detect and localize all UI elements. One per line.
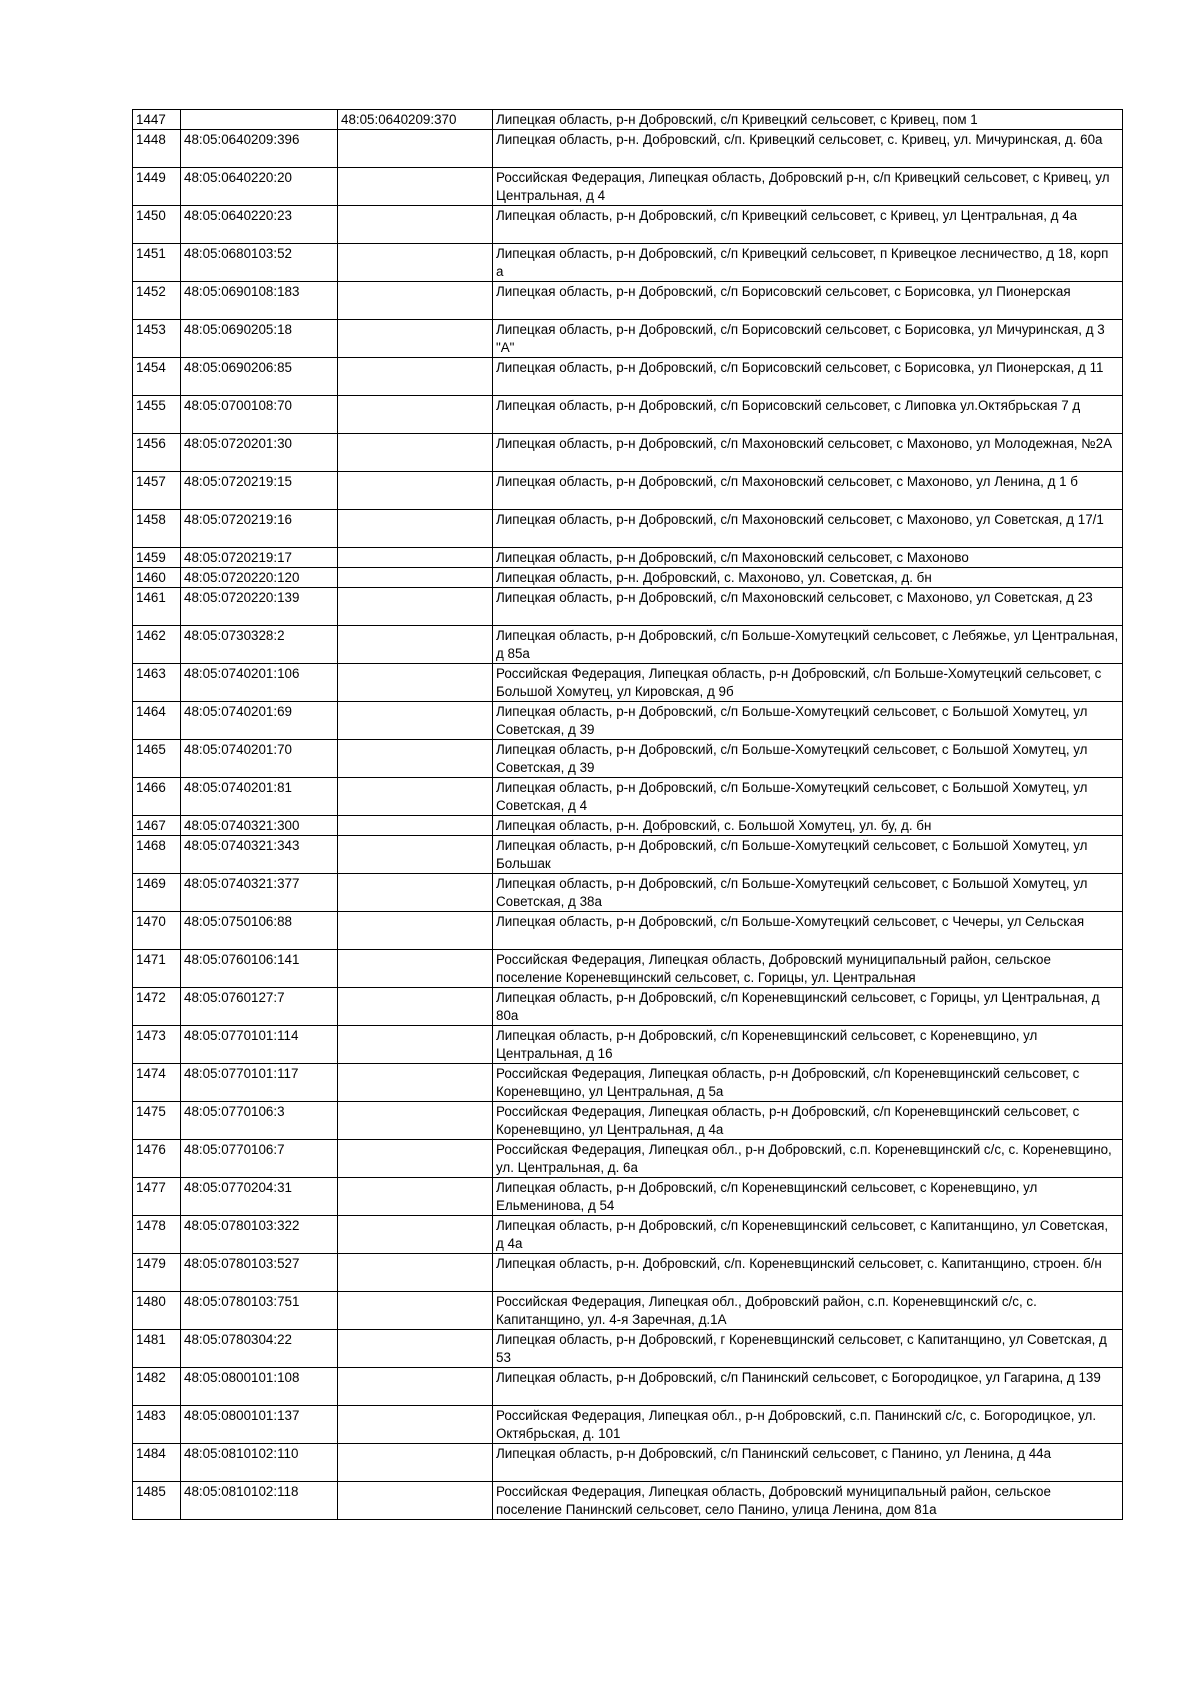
address-cell: Липецкая область, р-н Добровский, с/п Борисовский сельсовет, с Борисовка, ул Мичуринская, д 3 "А" — [493, 320, 1123, 358]
table-row — [133, 358, 1123, 396]
cadastral-number-secondary-cell — [338, 1102, 493, 1140]
table-row — [133, 1254, 1123, 1292]
address-cell: Липецкая область, р-н Добровский, с/п Махоновский сельсовет, с Махоново, ул Советская, д 17/1 — [493, 510, 1123, 548]
table-row — [133, 912, 1123, 950]
table-row — [133, 1026, 1123, 1064]
cadastral-number-secondary-cell — [338, 664, 493, 702]
cadastral-number-secondary-cell — [338, 702, 493, 740]
cadastral-number-cell: 48:05:0740201:69 — [181, 702, 338, 740]
cadastral-number-cell: 48:05:0740201:106 — [181, 664, 338, 702]
row-number-cell: 1467 — [133, 816, 181, 836]
table-row — [133, 816, 1123, 836]
cadastral-number-cell: 48:05:0780103:322 — [181, 1216, 338, 1254]
table-row — [133, 168, 1123, 206]
address-cell: Липецкая область, р-н Добровский, с/п Кривецкий сельсовет, с Кривец, пом 1 — [493, 110, 1123, 130]
address-cell: Липецкая область, р-н Добровский, с/п Панинский сельсовет, с Богородицкое, ул Гагарина, д 139 — [493, 1368, 1123, 1406]
row-number-cell: 1477 — [133, 1178, 181, 1216]
cadastral-number-cell: 48:05:0800101:137 — [181, 1406, 338, 1444]
table-row — [133, 130, 1123, 168]
cadastral-number-secondary-cell — [338, 836, 493, 874]
cadastral-number-secondary-cell — [338, 950, 493, 988]
cadastral-number-cell: 48:05:0640220:23 — [181, 206, 338, 244]
table-row — [133, 282, 1123, 320]
cadastral-number-secondary-cell — [338, 358, 493, 396]
row-number-cell: 1453 — [133, 320, 181, 358]
cadastral-number-cell: 48:05:0720201:30 — [181, 434, 338, 472]
row-number-cell: 1461 — [133, 588, 181, 626]
table-row — [133, 1444, 1123, 1482]
address-cell: Российская Федерация, Липецкая область, р-н Добровский, с/п Кореневщинский сельсовет, с Кореневщино, ул Центральная, д 4а — [493, 1102, 1123, 1140]
address-cell: Липецкая область, р-н. Добровский, с. Махоново, ул. Советская, д. бн — [493, 568, 1123, 588]
address-cell: Липецкая область, р-н Добровский, г Кореневщинский сельсовет, с Капитанщино, ул Советская, д 53 — [493, 1330, 1123, 1368]
cadastral-number-secondary-cell — [338, 1178, 493, 1216]
cadastral-number-secondary-cell — [338, 282, 493, 320]
address-cell: Липецкая область, р-н Добровский, с/п Кривецкий сельсовет, п Кривецкое лесничество, д 18, корп а — [493, 244, 1123, 282]
row-number-cell: 1456 — [133, 434, 181, 472]
address-cell: Липецкая область, р-н. Добровский, с/п. Кореневщинский сельсовет, с. Капитанщино, строен. б/н — [493, 1254, 1123, 1292]
cadastral-number-secondary-cell — [338, 588, 493, 626]
cadastral-number-cell: 48:05:0770106:3 — [181, 1102, 338, 1140]
address-cell: Липецкая область, р-н Добровский, с/п Больше-Хомутецкий сельсовет, с Лебяжье, ул Центральная, д 85а — [493, 626, 1123, 664]
cadastral-number-cell: 48:05:0700108:70 — [181, 396, 338, 434]
cadastral-number-cell: 48:05:0690206:85 — [181, 358, 338, 396]
table-row — [133, 1482, 1123, 1520]
row-number-cell: 1462 — [133, 626, 181, 664]
address-cell: Российская Федерация, Липецкая область, Добровский муниципальный район, сельское поселение Кореневщинский сельсовет, с. Горицы, ул. Центральная — [493, 950, 1123, 988]
address-cell: Липецкая область, р-н Добровский, с/п Больше-Хомутецкий сельсовет, с Большой Хомутец, ул Советская, д 39 — [493, 702, 1123, 740]
table-row — [133, 472, 1123, 510]
cadastral-number-secondary-cell — [338, 988, 493, 1026]
address-cell: Липецкая область, р-н Добровский, с/п Кореневщинский сельсовет, с Горицы, ул Центральная, д 80а — [493, 988, 1123, 1026]
cadastral-number-cell: 48:05:0780103:527 — [181, 1254, 338, 1292]
table-row — [133, 702, 1123, 740]
cadastral-number-secondary-cell — [338, 434, 493, 472]
row-number-cell: 1454 — [133, 358, 181, 396]
address-cell: Липецкая область, р-н Добровский, с/п Кореневщинский сельсовет, с Кореневщино, ул Ельменинова, д 54 — [493, 1178, 1123, 1216]
row-number-cell: 1455 — [133, 396, 181, 434]
row-number-cell: 1452 — [133, 282, 181, 320]
cadastral-number-cell: 48:05:0770101:117 — [181, 1064, 338, 1102]
address-cell: Липецкая область, р-н Добровский, с/п Махоновский сельсовет, с Махоново — [493, 548, 1123, 568]
cadastral-number-cell: 48:05:0740321:300 — [181, 816, 338, 836]
cadastral-number-cell: 48:05:0720220:120 — [181, 568, 338, 588]
row-number-cell: 1465 — [133, 740, 181, 778]
cadastral-number-cell: 48:05:0690108:183 — [181, 282, 338, 320]
cadastral-number-cell: 48:05:0720219:15 — [181, 472, 338, 510]
cadastral-number-secondary-cell — [338, 396, 493, 434]
address-cell: Липецкая область, р-н Добровский, с/п Борисовский сельсовет, с Борисовка, ул Пионерская — [493, 282, 1123, 320]
row-number-cell: 1463 — [133, 664, 181, 702]
cadastral-number-secondary-cell — [338, 1406, 493, 1444]
table-row — [133, 320, 1123, 358]
table-row — [133, 950, 1123, 988]
table-row — [133, 874, 1123, 912]
cadastral-number-secondary-cell — [338, 1482, 493, 1520]
cadastral-number-secondary-cell — [338, 168, 493, 206]
row-number-cell: 1460 — [133, 568, 181, 588]
row-number-cell: 1481 — [133, 1330, 181, 1368]
row-number-cell: 1458 — [133, 510, 181, 548]
cadastral-number-secondary-cell — [338, 626, 493, 664]
cadastral-number-secondary-cell — [338, 874, 493, 912]
row-number-cell: 1474 — [133, 1064, 181, 1102]
table-row — [133, 836, 1123, 874]
cadastral-number-secondary-cell — [338, 130, 493, 168]
address-cell: Липецкая область, р-н Добровский, с/п Борисовский сельсовет, с Липовка ул.Октябрьская 7 д — [493, 396, 1123, 434]
row-number-cell: 1472 — [133, 988, 181, 1026]
registry-table-body — [133, 110, 1123, 1520]
row-number-cell: 1469 — [133, 874, 181, 912]
cadastral-number-cell: 48:05:0640209:396 — [181, 130, 338, 168]
table-row — [133, 626, 1123, 664]
row-number-cell: 1449 — [133, 168, 181, 206]
table-row — [133, 988, 1123, 1026]
row-number-cell: 1466 — [133, 778, 181, 816]
cadastral-number-cell: 48:05:0810102:118 — [181, 1482, 338, 1520]
cadastral-number-cell: 48:05:0720219:17 — [181, 548, 338, 568]
address-cell: Липецкая область, р-н Добровский, с/п Панинский сельсовет, с Панино, ул Ленина, д 44а — [493, 1444, 1123, 1482]
row-number-cell: 1475 — [133, 1102, 181, 1140]
cadastral-number-secondary-cell — [338, 244, 493, 282]
address-cell: Липецкая область, р-н. Добровский, с/п. Кривецкий сельсовет, с. Кривец, ул. Мичуринская, д. 60а — [493, 130, 1123, 168]
cadastral-number-secondary-cell — [338, 1292, 493, 1330]
row-number-cell: 1457 — [133, 472, 181, 510]
cadastral-number-secondary-cell — [338, 1368, 493, 1406]
cadastral-number-secondary-cell — [338, 548, 493, 568]
address-cell: Российская Федерация, Липецкая обл., Добровский район, с.п. Кореневщинский с/с, с. Капитанщино, ул. 4-я Заречная, д.1А — [493, 1292, 1123, 1330]
cadastral-number-cell: 48:05:0770204:31 — [181, 1178, 338, 1216]
table-row — [133, 548, 1123, 568]
row-number-cell: 1479 — [133, 1254, 181, 1292]
cadastral-number-cell: 48:05:0690205:18 — [181, 320, 338, 358]
row-number-cell: 1485 — [133, 1482, 181, 1520]
table-row — [133, 664, 1123, 702]
address-cell: Липецкая область, р-н Добровский, с/п Махоновский сельсовет, с Махоново, ул Молодежная, №2А — [493, 434, 1123, 472]
address-cell: Липецкая область, р-н Добровский, с/п Больше-Хомутецкий сельсовет, с Чечеры, ул Сельская — [493, 912, 1123, 950]
row-number-cell: 1468 — [133, 836, 181, 874]
cadastral-number-secondary-cell — [338, 568, 493, 588]
cadastral-number-secondary-cell — [338, 912, 493, 950]
cadastral-number-cell — [181, 110, 338, 130]
cadastral-number-secondary-cell — [338, 778, 493, 816]
cadastral-number-cell: 48:05:0640220:20 — [181, 168, 338, 206]
cadastral-number-secondary-cell — [338, 1330, 493, 1368]
row-number-cell: 1470 — [133, 912, 181, 950]
table-row — [133, 1178, 1123, 1216]
cadastral-number-cell: 48:05:0730328:2 — [181, 626, 338, 664]
table-row — [133, 568, 1123, 588]
table-row — [133, 434, 1123, 472]
row-number-cell: 1478 — [133, 1216, 181, 1254]
table-row — [133, 396, 1123, 434]
cadastral-number-cell: 48:05:0780304:22 — [181, 1330, 338, 1368]
address-cell: Липецкая область, р-н Добровский, с/п Кореневщинский сельсовет, с Кореневщино, ул Центральная, д 16 — [493, 1026, 1123, 1064]
table-row — [133, 110, 1123, 130]
row-number-cell: 1459 — [133, 548, 181, 568]
address-cell: Липецкая область, р-н Добровский, с/п Больше-Хомутецкий сельсовет, с Большой Хомутец, ул Большак — [493, 836, 1123, 874]
address-cell: Липецкая область, р-н Добровский, с/п Кривецкий сельсовет, с Кривец, ул Центральная, д 4а — [493, 206, 1123, 244]
row-number-cell: 1473 — [133, 1026, 181, 1064]
table-row — [133, 740, 1123, 778]
cadastral-number-cell: 48:05:0740201:81 — [181, 778, 338, 816]
cadastral-number-cell: 48:05:0780103:751 — [181, 1292, 338, 1330]
table-row — [133, 1406, 1123, 1444]
row-number-cell: 1480 — [133, 1292, 181, 1330]
cadastral-number-cell: 48:05:0810102:110 — [181, 1444, 338, 1482]
cadastral-number-secondary-cell — [338, 206, 493, 244]
cadastral-number-secondary-cell — [338, 1254, 493, 1292]
cadastral-number-cell: 48:05:0770106:7 — [181, 1140, 338, 1178]
address-cell: Липецкая область, р-н Добровский, с/п Борисовский сельсовет, с Борисовка, ул Пионерская, д 11 — [493, 358, 1123, 396]
address-cell: Липецкая область, р-н Добровский, с/п Кореневщинский сельсовет, с Капитанщино, ул Советская, д 4а — [493, 1216, 1123, 1254]
cadastral-number-secondary-cell — [338, 320, 493, 358]
cadastral-number-cell: 48:05:0800101:108 — [181, 1368, 338, 1406]
address-cell: Российская Федерация, Липецкая область, Добровский муниципальный район, сельское поселение Панинский сельсовет, село Панино, улица Ленина, дом 81а — [493, 1482, 1123, 1520]
table-row — [133, 1292, 1123, 1330]
cadastral-number-cell: 48:05:0750106:88 — [181, 912, 338, 950]
row-number-cell: 1464 — [133, 702, 181, 740]
address-cell: Российская Федерация, Липецкая обл., р-н Добровский, с.п. Панинский с/с, с. Богородицкое, ул. Октябрьская, д. 101 — [493, 1406, 1123, 1444]
cadastral-number-secondary-cell: 48:05:0640209:370 — [338, 110, 493, 130]
address-cell: Российская Федерация, Липецкая область, Добровский р-н, с/п Кривецкий сельсовет, с Кривец, ул Центральная, д 4 — [493, 168, 1123, 206]
row-number-cell: 1483 — [133, 1406, 181, 1444]
table-row — [133, 1140, 1123, 1178]
address-cell: Российская Федерация, Липецкая обл., р-н Добровский, с.п. Кореневщинский с/с, с. Кореневщино, ул. Центральная, д. 6а — [493, 1140, 1123, 1178]
cadastral-number-cell: 48:05:0740201:70 — [181, 740, 338, 778]
address-cell: Российская Федерация, Липецкая область, р-н Добровский, с/п Кореневщинский сельсовет, с Кореневщино, ул Центральная, д 5а — [493, 1064, 1123, 1102]
cadastral-number-secondary-cell — [338, 740, 493, 778]
table-row — [133, 206, 1123, 244]
cadastral-number-secondary-cell — [338, 1026, 493, 1064]
table-row — [133, 1368, 1123, 1406]
cadastral-number-cell: 48:05:0760127:7 — [181, 988, 338, 1026]
cadastral-number-secondary-cell — [338, 816, 493, 836]
row-number-cell: 1471 — [133, 950, 181, 988]
address-cell: Липецкая область, р-н Добровский, с/п Махоновский сельсовет, с Махоново, ул Советская, д 23 — [493, 588, 1123, 626]
address-cell: Липецкая область, р-н Добровский, с/п Больше-Хомутецкий сельсовет, с Большой Хомутец, ул Советская, д 38а — [493, 874, 1123, 912]
address-cell: Российская Федерация, Липецкая область, р-н Добровский, с/п Больше-Хомутецкий сельсовет, с Большой Хомутец, ул Кировская, д 9б — [493, 664, 1123, 702]
address-cell: Липецкая область, р-н. Добровский, с. Большой Хомутец, ул. бу, д. бн — [493, 816, 1123, 836]
table-row — [133, 1064, 1123, 1102]
table-row — [133, 588, 1123, 626]
cadastral-number-secondary-cell — [338, 1216, 493, 1254]
cadastral-number-cell: 48:05:0740321:377 — [181, 874, 338, 912]
address-cell: Липецкая область, р-н Добровский, с/п Махоновский сельсовет, с Махоново, ул Ленина, д 1 б — [493, 472, 1123, 510]
table-row — [133, 1330, 1123, 1368]
row-number-cell: 1450 — [133, 206, 181, 244]
table-row — [133, 510, 1123, 548]
cadastral-number-secondary-cell — [338, 1444, 493, 1482]
row-number-cell: 1451 — [133, 244, 181, 282]
cadastral-number-secondary-cell — [338, 1140, 493, 1178]
row-number-cell: 1448 — [133, 130, 181, 168]
row-number-cell: 1476 — [133, 1140, 181, 1178]
table-row — [133, 778, 1123, 816]
row-number-cell: 1447 — [133, 110, 181, 130]
row-number-cell: 1482 — [133, 1368, 181, 1406]
cadastral-number-secondary-cell — [338, 1064, 493, 1102]
table-row — [133, 244, 1123, 282]
cadastral-number-cell: 48:05:0720220:139 — [181, 588, 338, 626]
table-row — [133, 1216, 1123, 1254]
cadastral-number-secondary-cell — [338, 510, 493, 548]
address-cell: Липецкая область, р-н Добровский, с/п Больше-Хомутецкий сельсовет, с Большой Хомутец, ул Советская, д 39 — [493, 740, 1123, 778]
cadastral-number-cell: 48:05:0770101:114 — [181, 1026, 338, 1064]
cadastral-number-cell: 48:05:0720219:16 — [181, 510, 338, 548]
row-number-cell: 1484 — [133, 1444, 181, 1482]
address-cell: Липецкая область, р-н Добровский, с/п Больше-Хомутецкий сельсовет, с Большой Хомутец, ул Советская, д 4 — [493, 778, 1123, 816]
table-row — [133, 1102, 1123, 1140]
cadastral-number-cell: 48:05:0740321:343 — [181, 836, 338, 874]
cadastral-number-secondary-cell — [338, 472, 493, 510]
cadastral-number-cell: 48:05:0760106:141 — [181, 950, 338, 988]
property-registry-table — [132, 109, 1123, 1520]
cadastral-number-cell: 48:05:0680103:52 — [181, 244, 338, 282]
